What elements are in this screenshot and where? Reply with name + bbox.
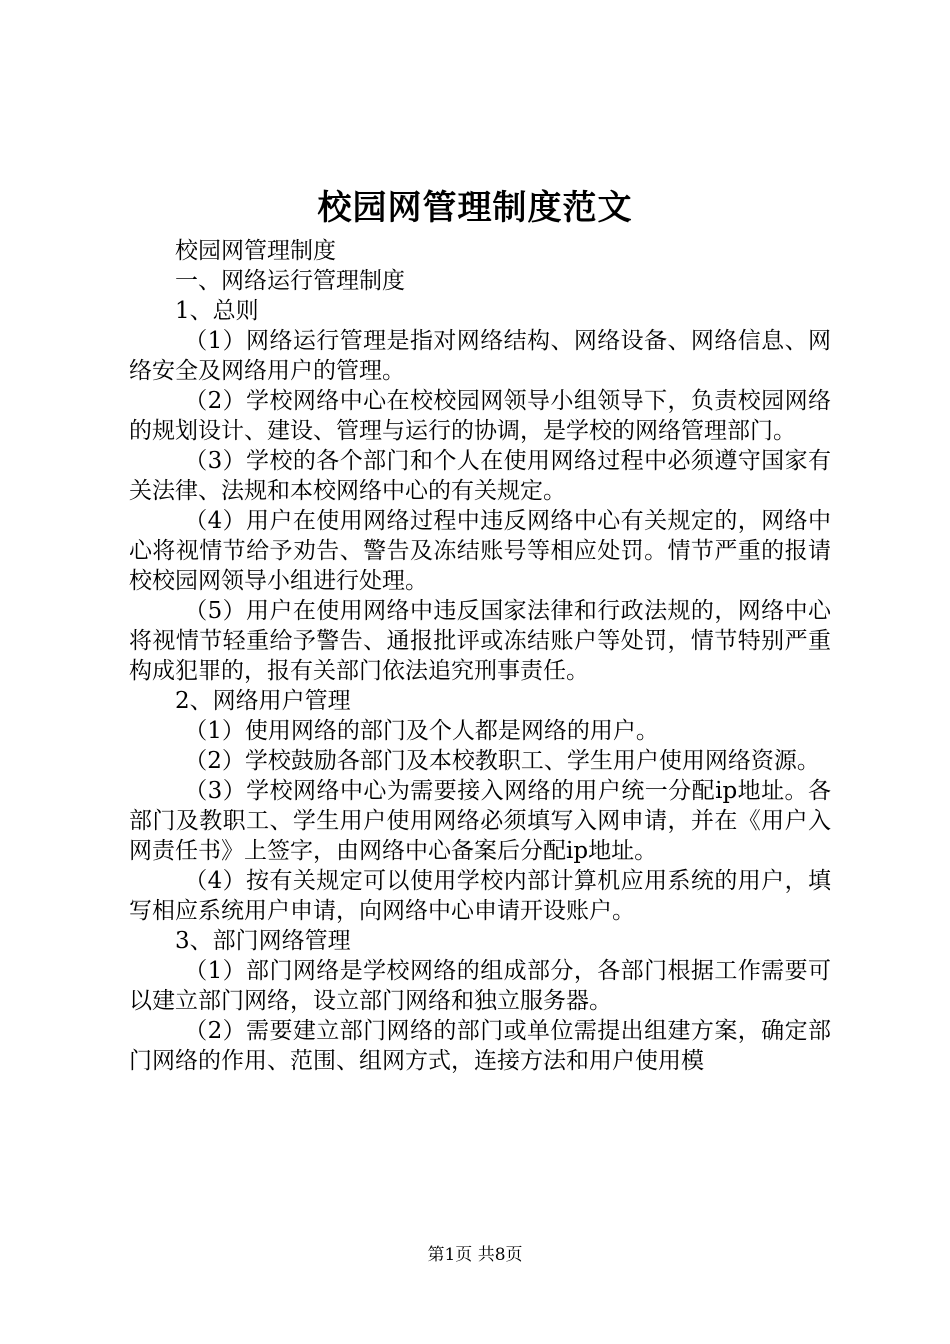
paragraph: （2）学校网络中心在校校园网领导小组领导下，负责校园网络的规划设计、建设、管理与运行的协调，是学校的网络管理部门。 [129,388,831,444]
paragraph-subsection-heading: 1、总则 [175,298,259,324]
paragraph: （1）使用网络的部门及个人都是网络的用户。 [184,718,659,744]
page-number-footer: 第1页 共8页 [427,1245,523,1265]
paragraph-section-heading: 一、网络运行管理制度 [175,268,405,294]
paragraph-heading: 校园网管理制度 [175,238,336,264]
paragraph: （2）需要建立部门网络的部门或单位需提出组建方案，确定部门网络的作用、范围、组网方式，连接方法和用户使用模 [129,1018,831,1074]
paragraph: （1）部门网络是学校网络的组成部分，各部门根据工作需要可以建立部门网络，设立部门网络和独立服务器。 [129,958,831,1014]
paragraph: （3）学校的各个部门和个人在使用网络过程中必须遵守国家有关法律、法规和本校网络中心的有关规定。 [129,448,831,504]
paragraph: （4）用户在使用网络过程中违反网络中心有关规定的，网络中心将视情节给予劝告、警告及冻结账号等相应处罚。情节严重的报请校校园网领导小组进行处理。 [129,508,831,594]
document-title: 校园网管理制度范文 [317,188,633,228]
paragraph: （3）学校网络中心为需要接入网络的用户统一分配ip地址。各部门及教职工、学生用户使用网络必须填写入网申请，并在《用户入网责任书》上签字，由网络中心备案后分配ip地址。 [129,778,831,864]
document-body [129,236,831,1076]
paragraph: （4）按有关规定可以使用学校内部计算机应用系统的用户，填写相应系统用户申请，向网络中心申请开设账户。 [129,868,831,924]
paragraph: （5）用户在使用网络中违反国家法律和行政法规的，网络中心将视情节轻重给予警告、通报批评或冻结账户等处罚，情节特别严重构成犯罪的，报有关部门依法追究刑事责任。 [129,598,831,684]
paragraph-subsection-heading: 2、网络用户管理 [175,688,351,714]
paragraph: （2）学校鼓励各部门及本校教职工、学生用户使用网络资源。 [184,748,820,774]
paragraph-subsection-heading: 3、部门网络管理 [175,928,351,954]
paragraph: （1）网络运行管理是指对网络结构、网络设备、网络信息、网络安全及网络用户的管理。 [129,328,831,384]
